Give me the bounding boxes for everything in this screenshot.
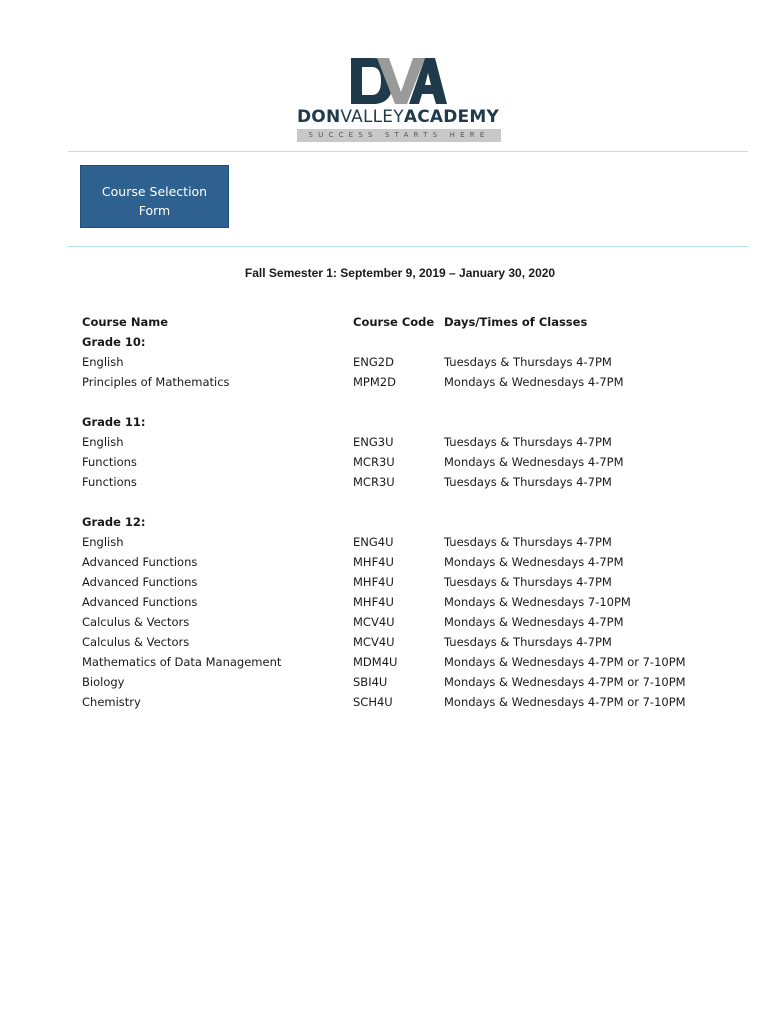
course-code: SCH4U bbox=[353, 695, 393, 709]
course-schedule: Mondays & Wednesdays 4-7PM or 7-10PM bbox=[444, 655, 686, 669]
table-row bbox=[82, 532, 722, 552]
form-title-box: Course Selection Form bbox=[80, 165, 229, 228]
header-days-times: Days/Times of Classes bbox=[444, 315, 588, 329]
semester-heading: Fall Semester 1: September 9, 2019 – January 30, 2020 bbox=[244, 266, 556, 280]
course-code: MHF4U bbox=[353, 575, 394, 589]
course-schedule: Tuesdays & Thursdays 4-7PM bbox=[444, 355, 612, 369]
course-schedule: Mondays & Wednesdays 4-7PM bbox=[444, 615, 624, 629]
course-name: English bbox=[82, 535, 124, 549]
course-code: MHF4U bbox=[353, 595, 394, 609]
course-schedule: Tuesdays & Thursdays 4-7PM bbox=[444, 635, 612, 649]
table-row bbox=[82, 572, 722, 592]
course-schedule: Tuesdays & Thursdays 4-7PM bbox=[444, 575, 612, 589]
course-name: Biology bbox=[82, 675, 125, 689]
grade-label: Grade 11: bbox=[82, 415, 146, 429]
course-schedule: Mondays & Wednesdays 4-7PM bbox=[444, 555, 624, 569]
course-name: Mathematics of Data Management bbox=[82, 655, 282, 669]
table-row bbox=[82, 432, 722, 452]
dva-logo-icon bbox=[347, 56, 447, 106]
course-name: Calculus & Vectors bbox=[82, 615, 190, 629]
spacer-row bbox=[82, 392, 722, 412]
course-code: MPM2D bbox=[353, 375, 396, 389]
table-row bbox=[82, 652, 722, 672]
academy-name: DONVALLEYACADEMY bbox=[297, 107, 499, 127]
table-row bbox=[82, 612, 722, 632]
course-name: English bbox=[82, 435, 124, 449]
table-row bbox=[82, 672, 722, 692]
course-schedule: Tuesdays & Thursdays 4-7PM bbox=[444, 475, 612, 489]
table-row bbox=[82, 632, 722, 652]
course-schedule: Tuesdays & Thursdays 4-7PM bbox=[444, 435, 612, 449]
course-name: Advanced Functions bbox=[82, 555, 198, 569]
course-code: MCV4U bbox=[353, 615, 395, 629]
course-code: MCV4U bbox=[353, 635, 395, 649]
course-schedule: Tuesdays & Thursdays 4-7PM bbox=[444, 535, 612, 549]
course-schedule: Mondays & Wednesdays 4-7PM bbox=[444, 375, 624, 389]
course-code: MCR3U bbox=[353, 475, 395, 489]
course-name: Chemistry bbox=[82, 695, 141, 709]
course-table bbox=[82, 312, 722, 712]
course-name: Functions bbox=[82, 475, 137, 489]
course-name: Calculus & Vectors bbox=[82, 635, 190, 649]
course-schedule: Mondays & Wednesdays 4-7PM or 7-10PM bbox=[444, 675, 686, 689]
grade-heading-row bbox=[82, 512, 722, 532]
table-header-row bbox=[82, 312, 722, 332]
academy-tagline: SUCCESS STARTS HERE bbox=[297, 129, 501, 142]
top-divider bbox=[68, 151, 748, 152]
course-schedule: Mondays & Wednesdays 7-10PM bbox=[444, 595, 631, 609]
course-schedule: Mondays & Wednesdays 4-7PM bbox=[444, 455, 624, 469]
course-name: Advanced Functions bbox=[82, 575, 198, 589]
course-name: Advanced Functions bbox=[82, 595, 198, 609]
course-name: Functions bbox=[82, 455, 137, 469]
table-row bbox=[82, 692, 722, 712]
grade-heading-row bbox=[82, 412, 722, 432]
grade-label: Grade 12: bbox=[82, 515, 146, 529]
table-row bbox=[82, 452, 722, 472]
course-code: MHF4U bbox=[353, 555, 394, 569]
table-row bbox=[82, 352, 722, 372]
course-schedule: Mondays & Wednesdays 4-7PM or 7-10PM bbox=[444, 695, 686, 709]
table-row bbox=[82, 372, 722, 392]
bottom-divider bbox=[68, 246, 748, 247]
table-row bbox=[82, 552, 722, 572]
table-row bbox=[82, 592, 722, 612]
course-code: ENG2D bbox=[353, 355, 394, 369]
grade-heading-row bbox=[82, 332, 722, 352]
course-code: SBI4U bbox=[353, 675, 388, 689]
course-name: Principles of Mathematics bbox=[82, 375, 230, 389]
course-code: MDM4U bbox=[353, 655, 398, 669]
course-code: ENG3U bbox=[353, 435, 394, 449]
course-code: MCR3U bbox=[353, 455, 395, 469]
academy-logo bbox=[297, 56, 503, 142]
table-row bbox=[82, 472, 722, 492]
course-name: English bbox=[82, 355, 124, 369]
header-course-name: Course Name bbox=[82, 315, 169, 329]
course-code: ENG4U bbox=[353, 535, 394, 549]
spacer-row bbox=[82, 492, 722, 512]
grade-label: Grade 10: bbox=[82, 335, 146, 349]
header-course-code: Course Code bbox=[353, 315, 435, 329]
